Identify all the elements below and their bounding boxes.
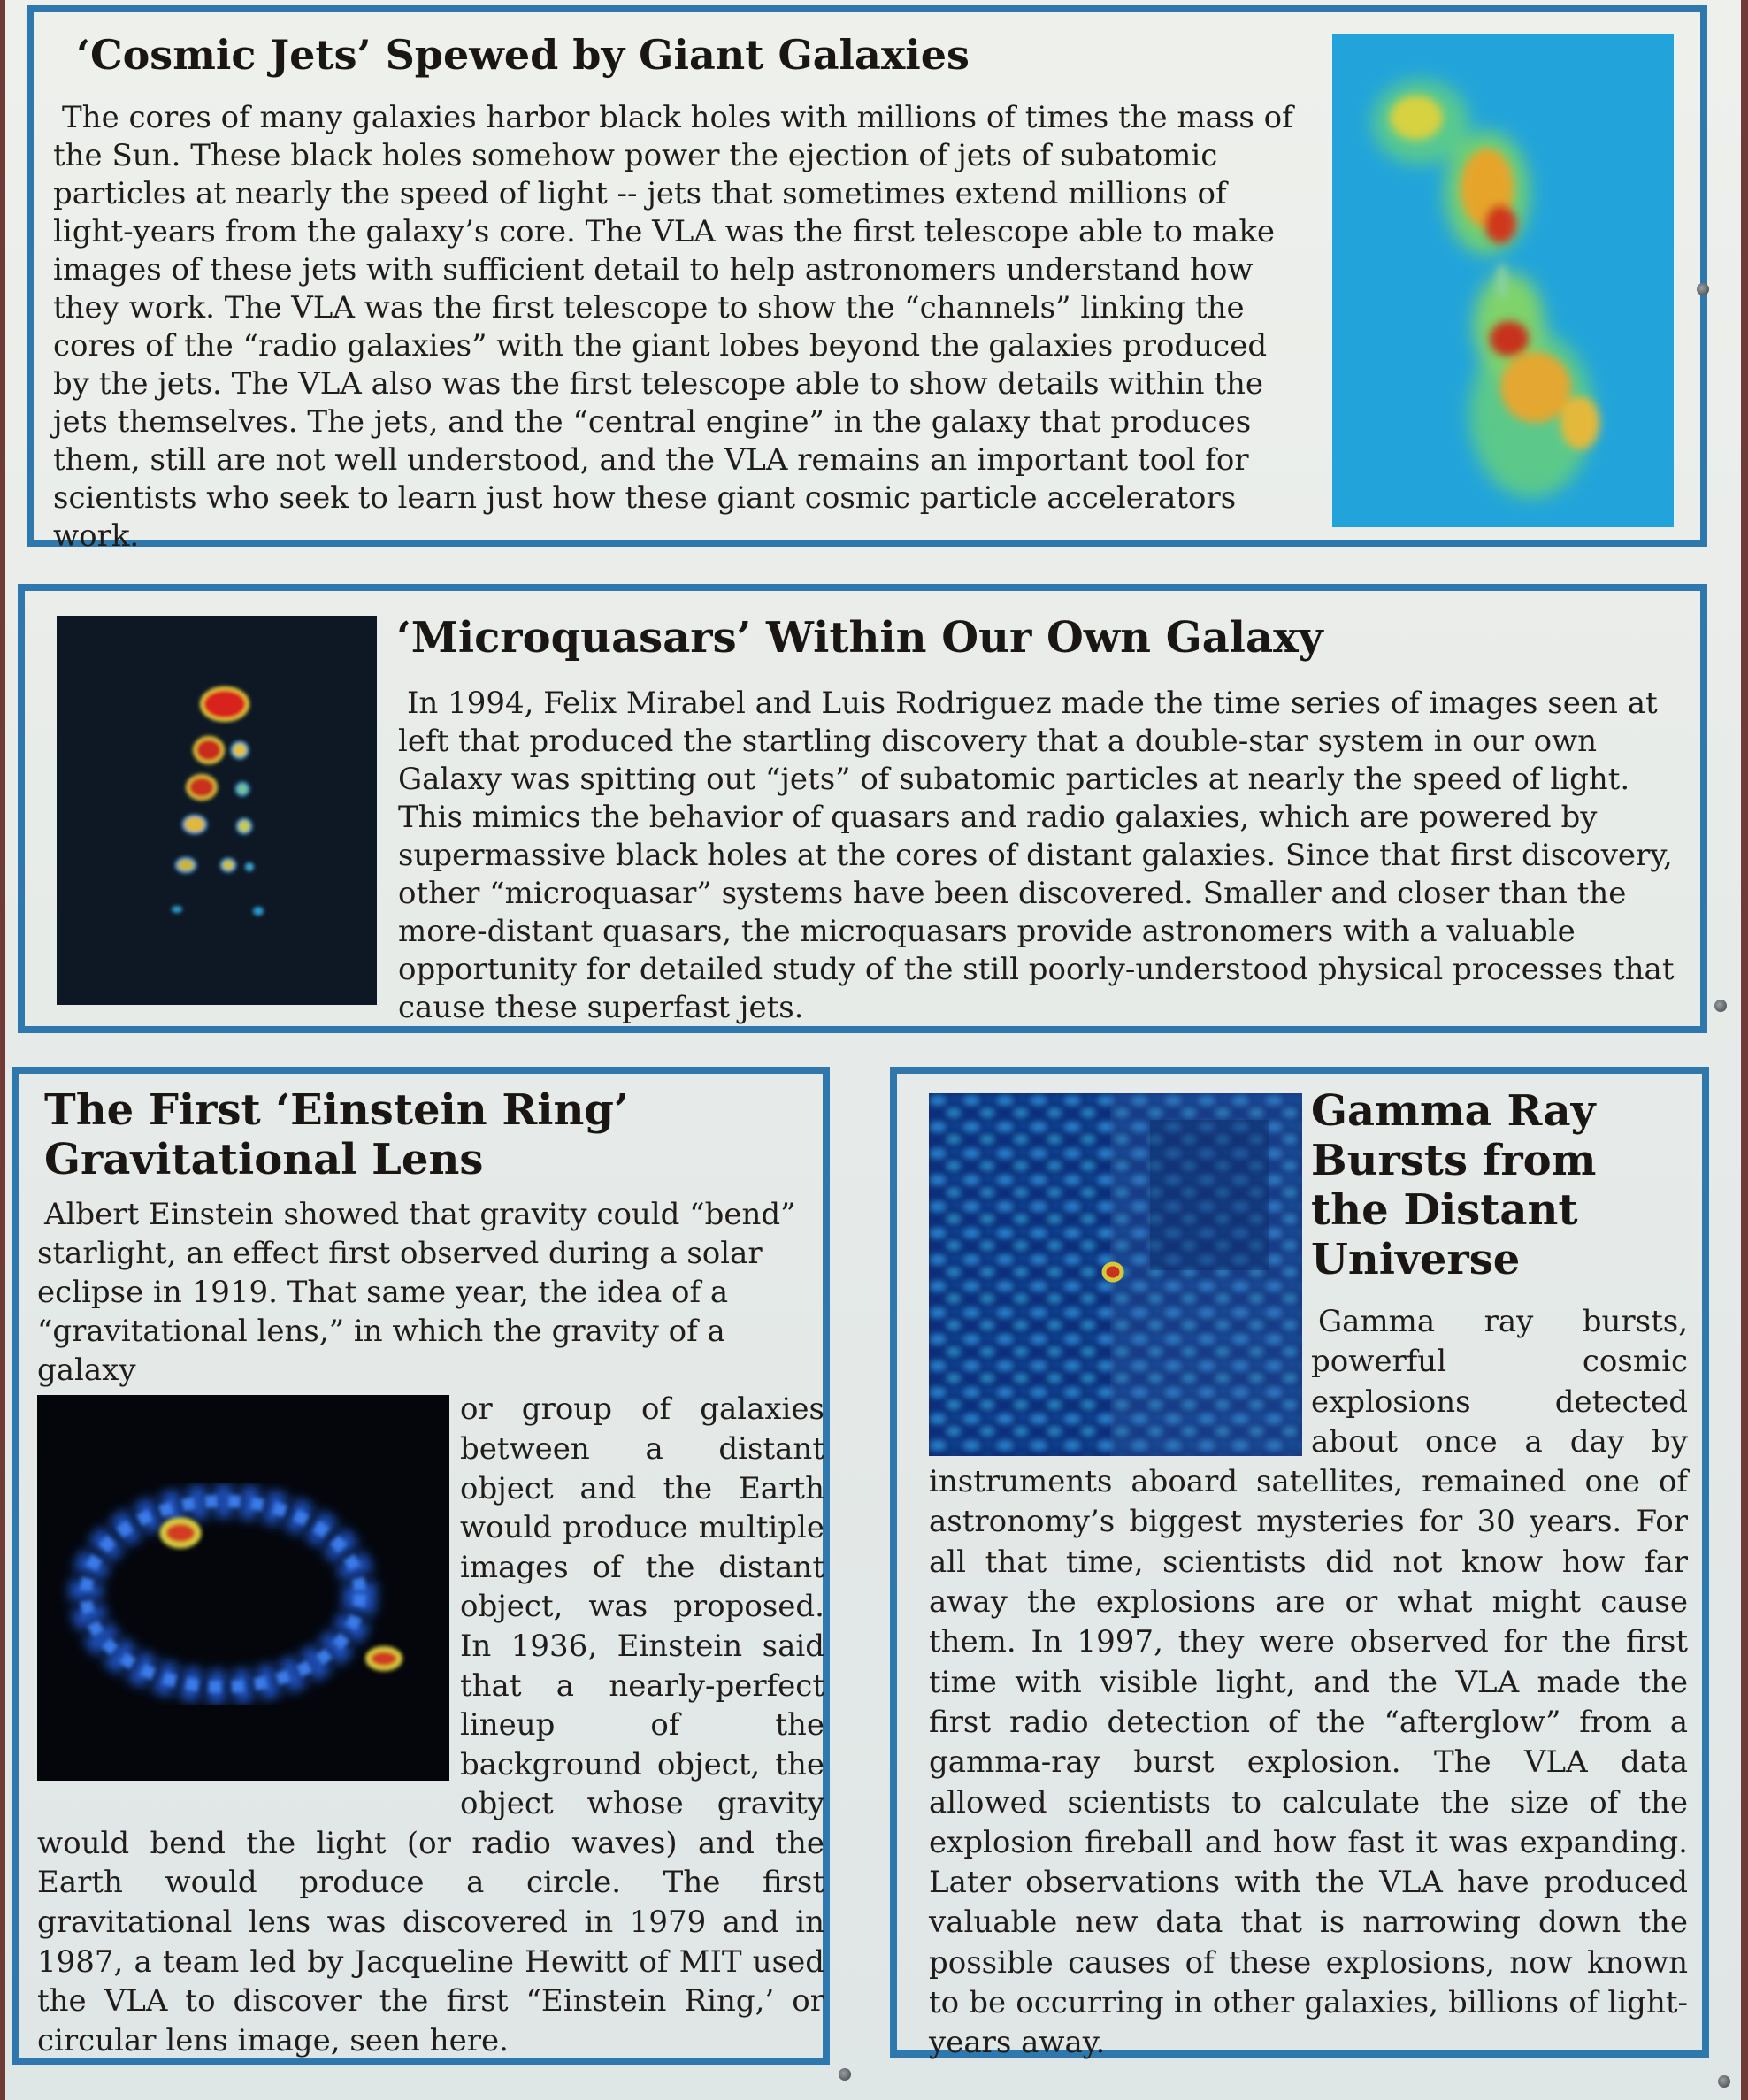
panel-body: The cores of many galaxies harbor black holes with millions of times the mass of the Sun. These black holes somehow power the ejection of jets of subatomic particles at nearly the speed of light -- jets that sometimes extend millions of light-years from the galaxy’s core. The VLA was the first telescope able to make images of these jets with sufficient detail to help astronomers understand how they work. The VLA was the first telescope to show the “channels” linking the cores of the “radio galaxies” with the giant lobes beyond the galaxies produced by the jets. The VLA also was the first telescope able to show details within the jets themselves. The jets, and the “central engine” in the galaxy that produces them, still are not well understood, and the VLA remains an important tool for scientists who seek to learn just how these giant cosmic particle accelerators work. — [53, 100, 1293, 554]
panel-title: ‘Cosmic Jets’ Spewed by Giant Galaxies — [76, 31, 970, 79]
panel-gamma-ray — [890, 1067, 1709, 2061]
screw — [839, 2068, 851, 2081]
panel-content — [30, 1086, 826, 2060]
panel-title: The First ‘Einstein Ring’ Gravitational Lens — [44, 1085, 629, 1184]
microquasar-time-series-image — [57, 616, 377, 1005]
gamma-ray-afterglow-svg — [929, 1093, 1302, 1456]
screw — [1718, 2075, 1730, 2088]
panel-einstein-ring — [12, 1067, 830, 2065]
radio-galaxy-jet-svg — [1332, 34, 1674, 527]
microquasar-time-series-svg — [57, 616, 377, 1005]
panel-microquasars — [18, 584, 1707, 1033]
einstein-ring-svg — [37, 1395, 449, 1781]
panel-body: Gamma ray bursts, powerful cosmic explosions detected about once a day by instruments aboard satellites, remained one of astronomy’s biggest mysteries for 30 years. For all that time, scientists did not know how far away the explosions are or what might cause them. In 1997, they were observed for the first time with visible light, and the VLA made the first radio detection of the “afterglow” from a gamma-ray burst explosion. The VLA data allowed scientists to calculate the size of the explosion fireball and how fast it was expanding. Later observations with the VLA have produced valuable new data that is narrowing down the possible causes of these explosions, now known to be occurring in other galaxies, billions of light-years away. — [929, 1304, 1688, 2061]
panel-title: Gamma Ray Bursts from the Distant Universe — [1311, 1086, 1597, 1284]
panel-body: In 1994, Felix Mirabel and Luis Rodriguez made the time series of images seen at left that produced the startling discovery that a double-star system in our own Galaxy was spitting out “jets” of subatomic particles at nearly the speed of light. This mimics the behavior of quasars and radio galaxies, which are powered by supermassive black holes at the cores of distant galaxies. Since that first discovery, other “microquasar” systems have been discovered. Smaller and closer than the more-distant quasars, the microquasars provide astronomers with a valuable opportunity for detailed study of the still poorly-understood physical processes that cause these superfast jets. — [398, 686, 1675, 1025]
panel-cosmic-jets — [27, 5, 1707, 554]
exhibit-board — [5, 0, 1741, 2100]
screw — [1714, 1000, 1727, 1012]
radio-galaxy-jet-image — [1332, 34, 1674, 527]
panel-title: ‘Microquasars’ Within Our Own Galaxy — [396, 613, 1323, 663]
panel-body-intro: Albert Einstein showed that gravity could “bend” starlight, an effect first observed during a solar eclipse in 1919. That same year, the idea of a “gravitational lens,” in which the gravity of a galaxy — [37, 1197, 796, 1389]
screw — [1697, 283, 1709, 295]
panel-content — [929, 1086, 1688, 2064]
panel-body-continued: or group of galaxies between a distant object and the Earth would produce multiple images of the distant object, was proposed. In 1936, Einstein said that a nearly-perfect lineup of the background object, the object whose gravity would bend the light (or radio waves) and the Earth would produce a circle. The first gravitational lens was discovered in 1979 and in 1987, a team led by Jacqueline Hewitt of MIT used the VLA to discover the first “Einstein Ring,’ or circular lens image, seen here. — [37, 1391, 824, 2058]
einstein-ring-image — [37, 1395, 449, 1781]
gamma-ray-afterglow-image — [929, 1093, 1302, 1456]
